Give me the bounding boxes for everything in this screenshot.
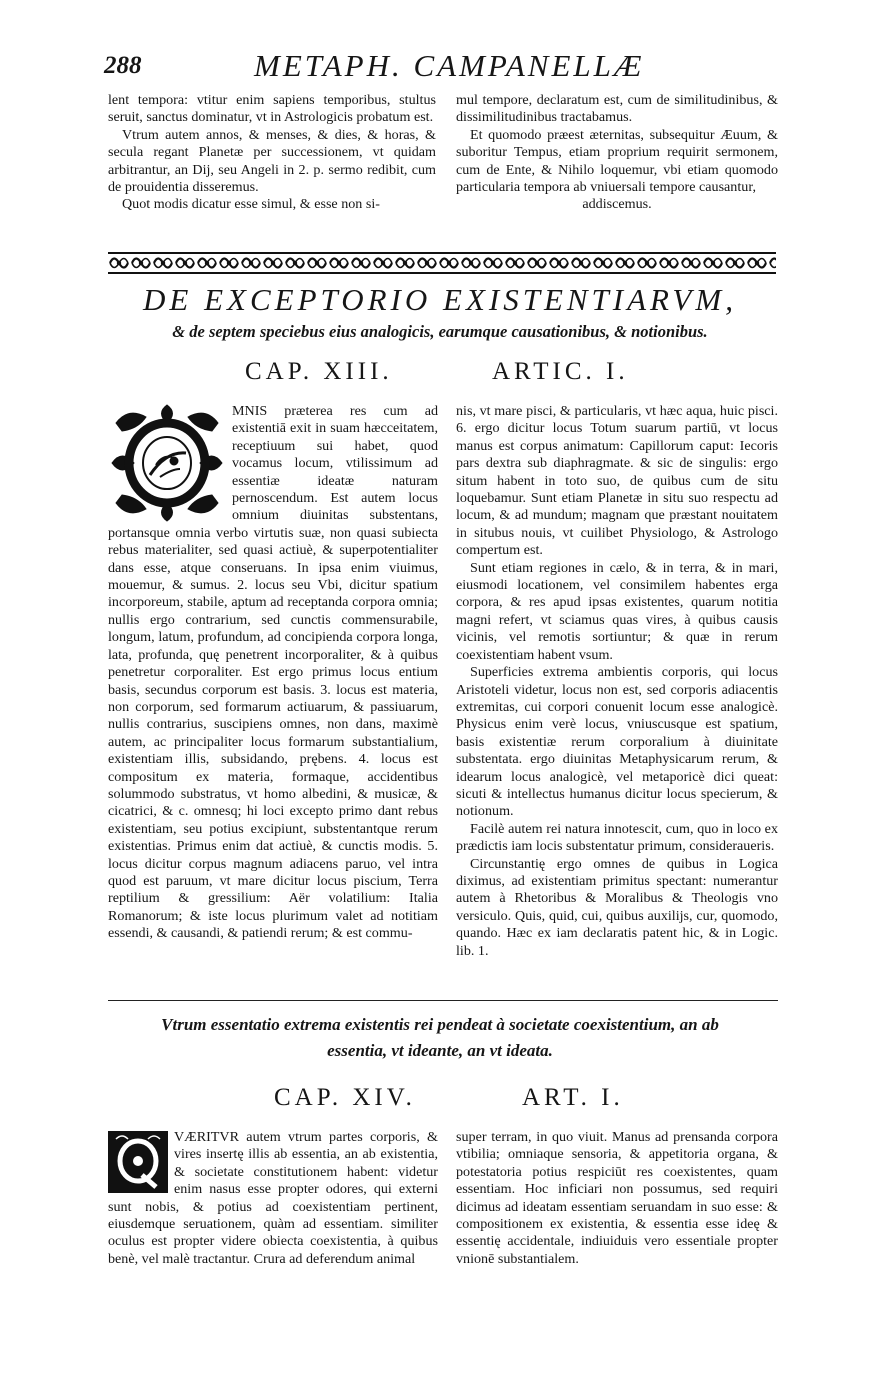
paragraph: Vtrum autem annos, & menses, & dies, & horas, & secula regant Planetæ per successionem, vt quidam arbitrantur, an Dij, seu Angeli in 2. p. sermo redibit, cum de prouidentia disseremus.	[108, 126, 436, 196]
paragraph: super terram, in quo viuit. Manus ad prensanda corpora vtibilia; omniaque sensoria, & appetitoria organa, & potestatoria potius respiciūt res coexistentes, quam essentiam. Hoc inficiari non possumus, sed requiri dicimus ad ideatam essentiam seruandam in suo esse: & compositionem ex existentia, & essentia esse ideę & essentię accidentale, indiuiduis vero essentiale propter vnionē substantialem.	[456, 1129, 778, 1267]
bottom-right-column	[456, 1129, 778, 1268]
ornamental-band	[108, 252, 776, 274]
paragraph: Sunt etiam regiones in cælo, & in terra, & in mari, eiusmodi locationem, vel consimilem habentes erga corpora, & res apud ipsas existentes, quarum notitia magni refert, vt sciamus quas vires, à quibus causis vicinis, vel remotis sortiuntur; & quæ in rerum coexistentiam habent vsum.	[456, 559, 778, 663]
paragraph: mul tempore, declaratum est, cum de similitudinibus, & dissimilitudinibus tractabamus.	[456, 92, 778, 126]
ornate-initial-o-icon	[108, 403, 226, 523]
section-title: DE EXCEPTORIO EXISTENTIARVM,	[143, 282, 737, 317]
mid-left-column	[108, 403, 438, 943]
section-subtitle: & de septem speciebus eius analogicis, earumque causationibus, & notionibus.	[172, 322, 708, 341]
mid-right-column	[456, 403, 778, 960]
paragraph: VÆRITVR autem vtrum partes corporis, & vires insertę illis ab essentia, an ab existentia, & societate constitutionem habent: videtur enim nasus esse propter odores, qui externi sunt nobis, & potius ad coexistentiam pertinent, eiusdemque seruationem, quàm ad essentiam. similiter oculus est propter videre obiecta coexistentia, à quibus benè, vel malè tractantur. Crura ad deferendum animal	[108, 1129, 438, 1267]
section-title-line: Vtrum essentatio extrema existentis rei pendeat à societate coexistentium, an ab	[161, 1015, 719, 1034]
running-title: METAPH. CAMPANELLÆ	[254, 48, 645, 83]
article-label: ARTIC. I.	[492, 358, 629, 385]
paragraph: nis, vt mare pisci, & particularis, vt hæc aqua, huic pisci. 6. ergo dicitur locus Totum suarum partiū, vt locus manus est corpus animatum: Capillorum caput: Iecoris pars dextra sub diaphragmate. & sic de singulis: ergo situm habent in toto suo, de quibus cum de situ loquebamur. Sunt etiam Planetæ in situ suo respectu ad locum, & ad mundum; magnam que præstant nouitatem in situbus nouis, vt cuilibet Physiologo, & Astrologo compertum est.	[456, 403, 778, 559]
bottom-left-column	[108, 1129, 438, 1268]
paragraph: Facilè autem rei natura innotescit, cum, quo in loco ex prædictis iam locis substentatur primum, consideraueris.	[456, 820, 778, 855]
section-title-2	[104, 1012, 776, 1064]
paragraph: Et quomodo præest æternitas, subsequitur Æuum, & suboritur Tempus, etiam proprium requirit sermonem, cum de Ente, & Nihilo loquemur, vbi etiam quomodo particularia tempora ab vniuersali tempore causantur,	[456, 126, 778, 196]
paragraph: Superficies extrema ambientis corporis, qui locus Aristoteli videtur, locus non est, sed corporis adiacentis extremitas, cui corpori conuenit locum esse analogicè. Physicus enim verè locus, vniuscusque est spatium, basis existentiæ rerum corporalium à diuinitate substentata. ergo diuinitas Metaphysicarum rerum, & idearum locus analogicè, vel metaporicè dici queat: sicuti & intellectus humanus dicitur locus specierum, & notionum.	[456, 664, 778, 820]
top-right-column	[456, 92, 778, 214]
page-header	[104, 48, 776, 88]
top-left-column	[108, 92, 436, 214]
paragraph: Circunstantię ergo omnes de quibus in Logica diximus, ad existentiam primitus spectant: numerantur autem à Rhetoribus & Moralibus & Theologis vno versiculo. Quis, quid, cui, quibus auxilijs, cur, quomodo, quando. Hæc ex iam declaratis patent hic, & in Logic. lib. 1.	[456, 855, 778, 959]
paragraph: addiscemus.	[582, 196, 652, 213]
ornate-initial-q-icon	[108, 1131, 168, 1193]
paragraph: Quot modis dicatur esse simul, & esse non si-	[122, 196, 380, 213]
chapter-label: CAP. XIV.	[274, 1084, 416, 1111]
paragraph: lent tempora: vtitur enim sapiens temporibus, stultus seruit, sanctus dominatur, vt in Astrologicis probatum est.	[108, 92, 436, 126]
section-title-line: essentia, vt ideante, an vt ideata.	[327, 1041, 553, 1060]
page-number: 288	[104, 52, 142, 79]
paragraph: MNIS præterea res cum ad existentiā exit in suam hæcceitatem, receptiuum sui habet, quod vocamus locum, vtilissimum ad essentiæ ideatæ naturam pernoscendum. Est autem locus omnium diuinitas substentans, portansque omnia verbo virtutis suæ, non quasi subiecta rebus materialiter, sed quasi actiuè, & superpotentialiter dans esse, atque conseruans. In ipsa enim viuimus, mouemur, & sumus. 2. locus seu Vbi, dicitur spatium incorporeum, stabile, aptum ad receptanda corpora omnia; nullis ergo contrarium, sed cunctis commensurabile, longum, latum, profundum, ad concipienda corpora longa, lata, profunda, quę penetrent incorporaliter, & à quibus penetretur corporaliter. Est ergo primus locus entium basis, secundus corporum est basis. 3. locus est materia, non corporum, sed formarum actiuarum, & passiuarum, nullis contrarius, suscipiens omnes, non dans, maximè autem, ac principaliter locus formarum substantialium, existentiam illis, subsidando, prębens. 4. locus est compositum ex materia, formaque, accidentibus solummodo substratus, vt homo albedini, & musicæ, & cicatrici, & c. omnesq; hi loci excepto primo dant rebus existentiam, seu potius excipiunt, substentantque rerum existentias. Primus enim dat actiuè, & cunctis modis. 5. locus dicitur corpus magnum adiacens paruo, vel intra quod est paruum, vt mare dicitur locus piscium, Terra reptilium & gressilium: Aër volatilium: Italia Romanorum; & iste locus plurimum valet ad notitiam essendi, & causandi, & patiendi rerum; & est commu-	[108, 403, 438, 942]
article-label: ART. I.	[522, 1084, 624, 1111]
section-divider	[108, 1000, 778, 1001]
chapter-label: CAP. XIII.	[245, 358, 393, 385]
